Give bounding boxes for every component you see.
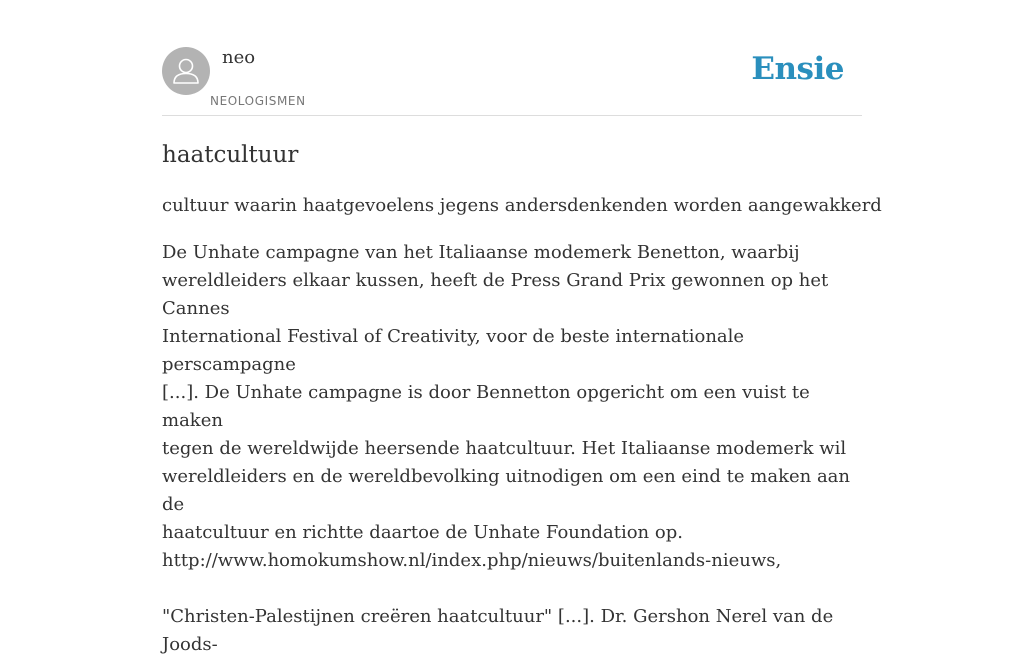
username[interactable]: neo xyxy=(222,47,256,68)
example-line: haatcultuur en richtte daartoe de Unhate Foundation op. xyxy=(162,522,683,543)
entry-example xyxy=(162,239,862,659)
entry-title: haatcultuur xyxy=(162,142,299,168)
example-line: wereldleiders elkaar kussen, heeft de Press Grand Prix gewonnen op het Cannes xyxy=(162,270,829,319)
example-source-link[interactable]: http://www.homokumshow.nl/index.php/nieuws/buitenlands-nieuws, xyxy=(162,550,782,571)
example-line: De Unhate campagne van het Italiaanse modemerk Benetton, waarbij xyxy=(162,242,800,263)
example-line: International Festival of Creativity, voor de beste internationale perscampagne xyxy=(162,326,745,375)
header xyxy=(162,0,862,116)
avatar[interactable] xyxy=(162,47,210,95)
user-avatar-icon xyxy=(162,47,210,95)
category-label[interactable]: NEOLOGISMEN xyxy=(210,94,306,108)
example-line: tegen de wereldwijde heersende haatcultuur. Het Italiaanse modemerk wil xyxy=(162,438,847,459)
example-text xyxy=(162,239,862,575)
second-example-text: "Christen-Palestijnen creëren haatcultuur" [...]. Dr. Gershon Nerel van de Joods- xyxy=(162,606,834,655)
spacer xyxy=(162,575,862,603)
example-line: [...]. De Unhate campagne is door Bennetton opgericht om een vuist te maken xyxy=(162,382,810,431)
page xyxy=(162,0,882,655)
entry-definition: cultuur waarin haatgevoelens jegens andersdenkenden worden aangewakkerd xyxy=(162,195,882,216)
site-logo[interactable]: Ensie xyxy=(751,51,844,87)
example-line: wereldleiders en de wereldbevolking uitnodigen om een eind te maken aan de xyxy=(162,466,851,515)
